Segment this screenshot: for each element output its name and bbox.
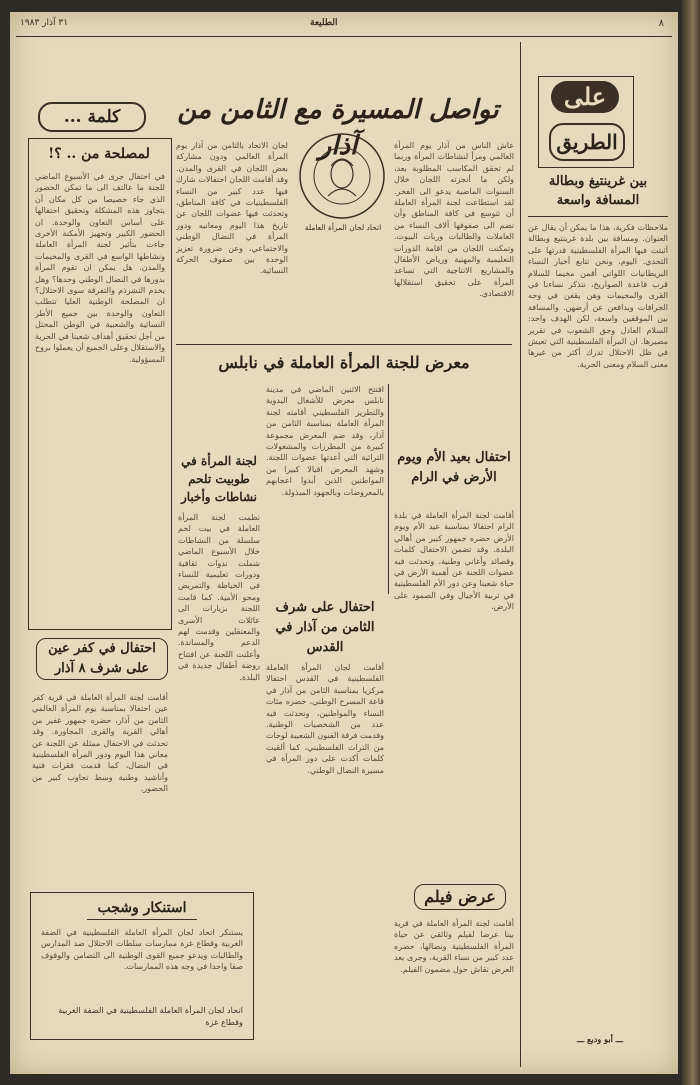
- left-column-title: لمصلحة من .. ؟!: [48, 146, 150, 162]
- logo-word-ala: على: [551, 81, 619, 113]
- binder-spine: [682, 0, 700, 1085]
- left-column-text: في احتفال جرى في الأسبوع الماضي للجنة ما عالتف الى ما تمكن الحضور الذي جاء خصيصا من كل مكان أن يتجاوز هذه المشكلة وتحقيق احتفالها على أساس التعاون والوحدة. ان الحضور الكبير وتجهيز الأمكنة الأخرى جاءت بتأثير لجنة المرأة العاملة ونشاطها الواسع في القرى والمخيمات والمدن. هل يمكن ان تقوم المرأة بدورها في النضال الوطني وحدها؟ وهل يخدم التشرذم والتفرقة سوى الاحتلال؟ ان المصلحة الوطنية العليا تتطلب التعاون والوحدة بين جميع الأطر النسائية والشعبية في الوطن المحتل من أجل تحقيق أهداف شعبنا في الحرية والاستقلال وعلى الجميع أن يعملوا بروح المسؤولية.: [35, 172, 165, 364]
- header-rule: [16, 36, 672, 37]
- issue-date: ٣١ آذار ١٩٨٣: [20, 18, 69, 28]
- right-column-title: بين غرينتيغ وبطالة المسافة واسعة: [548, 174, 648, 208]
- main-article-text: عاش الناس من آذار يوم المرأة العالمي ومرأ لنشاطات المرأة وربما لم تحقق المكاسب المطلوبة بعد، ولكن ما أنجزته اللجان خلال السنوات الماضية يدعو الى الفخر. لقد استطاعت لجنة المرأة العاملة أن تتوسع في كافة المناطق وأن تضم الى صفوفها آلاف النساء من العاملات والطالبات وربات البيوت. وتمكنت اللجان من اقامة الدورات التعليمية والمهنية ورياض الأطفال والمشاريع الانتاجية التي تساعد المرأة على تحقيق استقلالها الاقتصادي.: [394, 141, 514, 299]
- denunciation-text: يستنكر اتحاد لجان المرأة العاملة الفلسطينية في الضفة الغربية وقطاع غزة ممارسات سلطات الاحتلال ضد المدارس والطالبات ويدعو جميع القوى الوطنية الى التضامن والوقوف صفا واحدا في وجه هذه الممارسات.: [41, 928, 243, 972]
- logo-word-tariq: الطريق: [549, 123, 625, 161]
- exhibition-nablus-text: افتتح الاثنين الماضي في مدينة نابلس معرض للأشغال اليدوية والتطريز الفلسطيني أقامته لجنة المرأة العاملة بمناسبة الثامن من آذار، وقد ضم المعرض مجموعة كبيرة من المطرزات والمشغولات التراثية التي أعدتها عضوات اللجنة. وشهد المعرض اقبالا كبيرا من المواطنين الذين أبدوا اعجابهم بالمعروضات وبالجهود المبذولة.: [266, 385, 384, 497]
- right-column-byline: ـــ أبو وديع ـــ: [577, 1034, 623, 1044]
- exhibition-nablus-title: معرض للجنة المرأة العاملة في نابلس: [218, 353, 470, 372]
- exhibition-column-rule: [388, 384, 389, 594]
- main-headline: تواصل المسيرة مع الثامن من آذار: [177, 95, 499, 161]
- newspaper-page: [10, 12, 678, 1074]
- ala-al-tariq-logo: [538, 76, 634, 168]
- newspaper-name: الطليعة: [310, 18, 338, 28]
- jerusalem-title: احتفال على شرف الثامن من آذار في القدس: [275, 600, 375, 655]
- women-activities-text: نظمت لجنة المرأة العاملة في بيت لحم سلسلة من النشاطات خلال الأسبوع الماضي شملت ندوات ثقافية ودورات تعليمية للنساء في الخياطة والتمريض ومحو الأمية. كما قامت اللجنة بزيارات الى عائلات الأسرى والمعتقلين وقدمت لهم الدعم والمساندة. وأعلنت اللجنة عن افتتاح روضة أطفال جديدة في البلدة.: [178, 513, 260, 682]
- denunciation-title: استنكار وشجب: [87, 897, 197, 920]
- denunciation-signature: اتحاد لجان المرأة العاملة الفلسطينية في الضفة الغربية وقطاع غزة: [58, 1005, 243, 1027]
- kafr-ein-text: أقامت لجنة المرأة العاملة في قرية كفر عين احتفالا بمناسبة يوم المرأة العالمي الثامن من آذار، حضره جمهور غفير من أهالي القرية والقرى المجاورة. وقد تحدثت في الاحتفال ممثلة عن اللجنة عن معاني هذا اليوم ودور المرأة الفلسطينية في النضال، كما قدمت فقرات فنية وأناشيد وطنية وسط تجاوب كبير من الحضور.: [32, 693, 168, 794]
- jerusalem-text: أقامت لجان المرأة العاملة الفلسطينية في القدس احتفالا مركزيا بمناسبة الثامن من آذار في قاعة المسرح الوطني، حضره مئات النساء والمواطنين، وتحدثت فيه عدد من الشخصيات الوطنية. وقدمت فرقة الفنون الشعبية لوحات من التراث الفلسطيني، كما ألقيت كلمات أكدت على دور المرأة في مسيرة النضال الوطني.: [266, 663, 384, 775]
- exhibition-top-rule: [176, 344, 512, 345]
- right-column-divider: [520, 42, 521, 1067]
- kalima-title: كلمة ...: [38, 102, 146, 132]
- emblem-caption: اتحاد لجان المرأة العاملة: [304, 223, 382, 232]
- denunciation-box: [30, 892, 254, 1040]
- film-show-text: أقامت لجنة المرأة العاملة في قرية بيتا عرضا لفيلم وثائقي عن حياة المرأة الفلسطينية ونضالها، حضره عدد كبير من نساء القرية، وجرى بعد العرض نقاش حول مضمون الفيلم.: [394, 919, 514, 974]
- film-show-title: عرض فيلم: [414, 884, 506, 910]
- central-top-text: لجان الاتحاد بالثامن من آذار يوم المرأة العالمي ودون مشاركة بعض اللجان في القرى والمدن. وقد أقامت اللجان احتفالات شارك فيها عدد كبير من النساء الفلسطينيات في كافة المناطق، وتحدثت فيها عضوات اللجان عن تاريخ هذا اليوم ومعانيه ودور المرأة في النضال الوطني والاجتماعي، وعن ضرورة تعزيز الوحدة بين صفوف الحركة النسائية.: [176, 141, 288, 276]
- emblem-woman-portrait: [298, 132, 386, 220]
- page-number: ٨: [658, 18, 664, 29]
- women-activities-title: لجنة المرأة في طوبيت تلحم نشاطات وأخبار: [180, 454, 257, 504]
- land-day-text: أقامت لجنة المرأة العاملة في بلدة الرام احتفالا بمناسبة عيد الأم ويوم الأرض حضره جمهور كبير من أهالي البلدة. وقد تضمن الاحتفال كلمات وقصائد وأغاني وطنية، وتحدثت فيه عضوات اللجنة عن أهمية الأرض في حياة شعبنا وعن دور الأم الفلسطينية في تربية الأجيال وفي الصمود على الأرض.: [394, 511, 514, 612]
- kafr-ein-title: احتفال في كفر عين على شرف ٨ آذار: [36, 638, 168, 680]
- right-title-rule: [528, 216, 668, 217]
- page-header: [10, 12, 678, 38]
- left-boxed-column: [28, 138, 172, 630]
- land-day-title: احتفال بعيد الأم ويوم الأرض في الرام: [397, 450, 511, 485]
- right-column-text: ملاحظات فكرية، هذا ما يمكن أن يقال عن العنوان. ومسافة بين بلدة غرينتيغ وبطالة أثبتت فيها المرأة الفلسطينية قدرتها على التحدي. اليوم، ونحن نتابع أخبار النساء البريطانيات اللواتي أقمن مخيما للسلام قرب قاعدة الصواريخ، نتذكر نساءنا في القرى والمخيمات وهن يقفن في وجه الجرافات ويدافعن عن أرضهن. والمسافة بين الموقفين واسعة، لكن الهدف واحد: السلام العادل وحق الشعوب في تقرير مصيرها. ان المرأة الفلسطينية التي تعيش في ظل الاحتلال تدرك أكثر من غيرها معنى السلام ومعنى الحرية.: [528, 223, 668, 369]
